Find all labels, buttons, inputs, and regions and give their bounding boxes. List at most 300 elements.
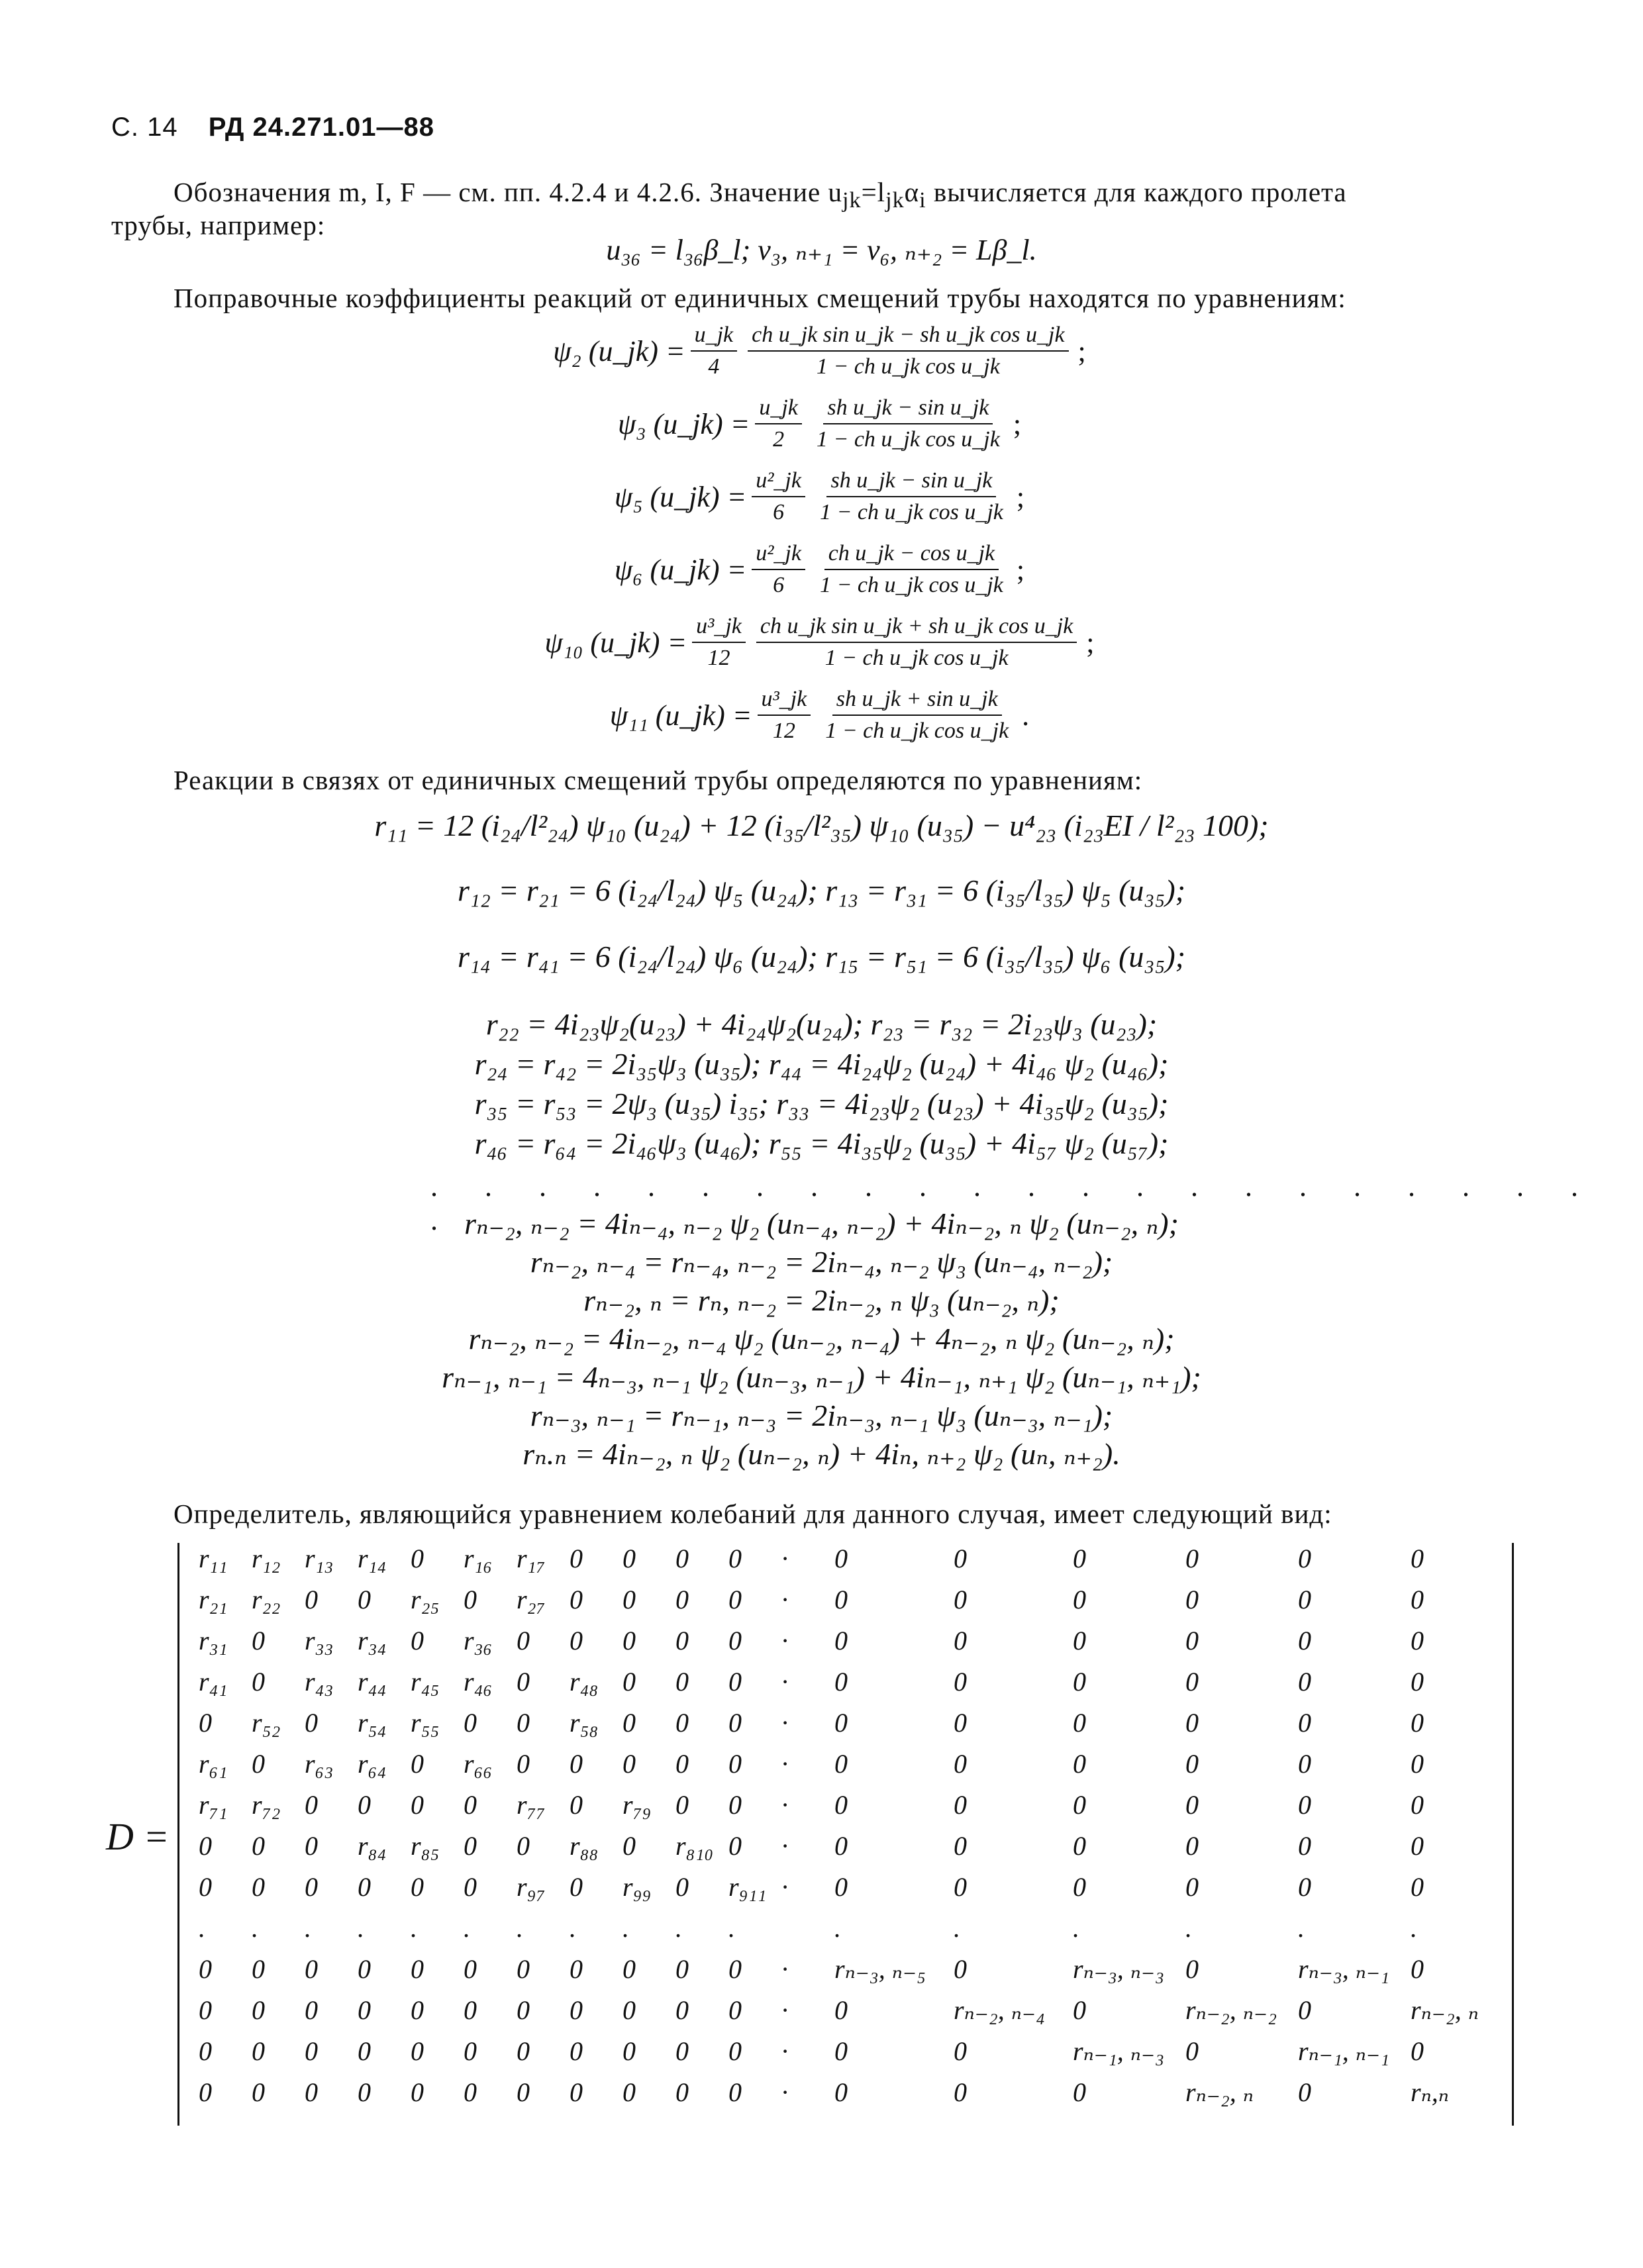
matrix-cell: 0 (1185, 1708, 1199, 1738)
matrix-cell: · (781, 1749, 788, 1779)
matrix-cell: 0 (358, 2077, 371, 2107)
fraction-numerator: sh u_jk − sin u_jk (826, 467, 996, 497)
fraction-denominator: 6 (773, 573, 785, 597)
matrix-row (199, 1995, 1510, 2036)
determinant-left-bar (177, 1543, 179, 2126)
formula-lhs: ψ₁₀ (u_jk) = (544, 626, 687, 659)
matrix-cell: 0 (1411, 1626, 1424, 1655)
matrix-cell: 0 (464, 1995, 477, 2025)
fraction-numerator: ch u_jk sin u_jk + sh u_jk cos u_jk (756, 613, 1077, 643)
formula-end: ; (1016, 480, 1025, 513)
matrix-cell: 0 (411, 1626, 424, 1655)
matrix-cell: 0 (1298, 1544, 1311, 1573)
matrix-cell: 0 (411, 1995, 424, 2025)
matrix-cell: · (781, 1831, 788, 1861)
general-reaction-equation: rₙ₋₂, ₙ₋₂ = 4iₙ₋₄, ₙ₋₂ ψ₂ (uₙ₋₄, ₙ₋₂) + 4iₙ₋₂, ₙ ψ₂ (uₙ₋₂, ₙ); (464, 1207, 1179, 1240)
matrix-cell: 0 (622, 1544, 636, 1573)
matrix-cell: 0 (358, 2036, 371, 2066)
matrix-cell: 0 (199, 1831, 212, 1861)
matrix-cell: r₃₃ (305, 1626, 334, 1655)
matrix-cell: 0 (1073, 1585, 1086, 1614)
matrix-cell: r₃₄ (358, 1626, 387, 1655)
matrix-cell: 0 (1185, 1749, 1199, 1779)
matrix-cell: 0 (622, 1585, 636, 1614)
formula-end: ; (1013, 407, 1022, 440)
matrix-cell: 0 (517, 1749, 530, 1779)
matrix-cell: . (1411, 1913, 1417, 1943)
matrix-cell: r₉₁₁ (728, 1872, 767, 1902)
matrix-cell: . (358, 1913, 364, 1943)
matrix-cell: · (781, 1708, 788, 1738)
matrix-cell: 0 (199, 1954, 212, 1984)
matrix-cell: 0 (411, 2036, 424, 2066)
matrix-cell: r₈₅ (411, 1831, 440, 1861)
matrix-row (199, 1707, 1510, 1748)
matrix-cell: 0 (622, 2036, 636, 2066)
formula-lhs: ψ₁₁ (u_jk) = (609, 699, 752, 732)
matrix-cell: r₄₈ (570, 1667, 599, 1697)
general-reaction-equation: rₙ₋₂, ₙ₋₂ = 4iₙ₋₂, ₙ₋₄ ψ₂ (uₙ₋₂, ₙ₋₄) + 4ₙ₋₂, ₙ ψ₂ (uₙ₋₂, ₙ); (468, 1322, 1175, 1356)
coeff-formula (0, 609, 1643, 675)
matrix-cell: . (1073, 1913, 1079, 1943)
matrix-cell: r₇₇ (517, 1790, 546, 1820)
fraction-denominator: 12 (707, 646, 730, 670)
matrix-cell: 0 (252, 1831, 265, 1861)
matrix-cell: 0 (305, 1872, 318, 1902)
matrix-cell: r₁₂ (252, 1544, 281, 1573)
matrix-cell: 0 (570, 2077, 583, 2107)
matrix-cell: · (781, 1954, 788, 1984)
matrix-cell: 0 (1411, 1790, 1424, 1820)
fraction-denominator: 2 (773, 427, 785, 452)
matrix-cell: 0 (1073, 1667, 1086, 1697)
matrix-cell: 0 (1073, 1831, 1086, 1861)
matrix-cell: 0 (675, 1995, 689, 2025)
matrix-cell: rₙ₋₁, ₙ₋₁ (1298, 2036, 1390, 2066)
matrix-cell: 0 (411, 1954, 424, 1984)
matrix-row (199, 2036, 1510, 2077)
matrix-cell: . (570, 1913, 576, 1943)
matrix-cell: . (622, 1913, 629, 1943)
fraction-numerator: ch u_jk − cos u_jk (824, 540, 999, 570)
fraction-denominator: 12 (772, 718, 795, 743)
matrix-cell: 0 (570, 1790, 583, 1820)
matrix-cell: 0 (570, 2036, 583, 2066)
matrix-cell: 0 (199, 1708, 212, 1738)
matrix-cell: . (517, 1913, 523, 1943)
matrix-cell: . (954, 1913, 960, 1943)
matrix-cell: 0 (675, 2077, 689, 2107)
matrix-cell: r₅₈ (570, 1708, 599, 1738)
matrix-cell: 0 (834, 2036, 848, 2066)
matrix-cell: . (305, 1913, 311, 1943)
matrix-cell: . (834, 1913, 841, 1943)
matrix-cell: 0 (252, 1954, 265, 1984)
reactions-intro: Реакции в связях от единичных смещений трубы определяются по уравнениям: (174, 765, 1143, 795)
matrix-cell: 0 (305, 1585, 318, 1614)
matrix-cell: 0 (1298, 1708, 1311, 1738)
matrix-cell: 0 (517, 1831, 530, 1861)
coefficient-fraction (692, 613, 746, 672)
main-fraction (816, 467, 1007, 526)
matrix-row (199, 1912, 1510, 1953)
matrix-cell: 0 (1411, 1749, 1424, 1779)
matrix-cell: r₆₁ (199, 1749, 228, 1779)
matrix-cell: 0 (675, 1954, 689, 1984)
matrix-cell: 0 (622, 1708, 636, 1738)
matrix-cell: · (781, 1872, 788, 1902)
matrix-row (199, 1871, 1510, 1912)
matrix-cell: 0 (675, 1872, 689, 1902)
matrix-cell: r₂₇ (517, 1585, 546, 1614)
matrix-cell: 0 (1185, 1831, 1199, 1861)
matrix-cell: 0 (464, 1872, 477, 1902)
matrix-cell: rₙ₋₃, ₙ₋₃ (1073, 1954, 1165, 1984)
matrix-cell: 0 (1185, 2036, 1199, 2066)
page-number: С. 14 (111, 113, 178, 142)
matrix-cell: 0 (1411, 1872, 1424, 1902)
matrix-cell: 0 (305, 1954, 318, 1984)
matrix-cell: r₅₅ (411, 1708, 440, 1738)
fraction-numerator: u²_jk (752, 540, 805, 570)
formula-lhs: ψ₃ (u_jk) = (617, 407, 750, 440)
matrix-cell: . (464, 1913, 470, 1943)
matrix-cell: 0 (622, 2077, 636, 2107)
matrix-cell: 0 (1411, 2036, 1424, 2066)
general-reaction-equation: rₙ.ₙ = 4iₙ₋₂, ₙ ψ₂ (uₙ₋₂, ₙ) + 4iₙ, ₙ₊₂ ψ₂ (uₙ, ₙ₊₂). (523, 1437, 1120, 1471)
matrix-cell: 0 (834, 1667, 848, 1697)
matrix-cell: r₆₆ (464, 1749, 493, 1779)
matrix-cell: r₆₃ (305, 1749, 334, 1779)
fraction-denominator: 1 − ch u_jk cos u_jk (819, 500, 1003, 524)
matrix-cell: 0 (954, 1954, 967, 1984)
matrix-cell: rₙ₋₁, ₙ₋₃ (1073, 2036, 1165, 2066)
matrix-cell: 0 (1298, 1667, 1311, 1697)
intro-paragraph (174, 173, 1538, 219)
matrix-cell: 0 (1411, 1544, 1424, 1573)
general-reaction-equation: rₙ₋₂, ₙ₋₄ = rₙ₋₄, ₙ₋₂ = 2iₙ₋₄, ₙ₋₂ ψ₃ (uₙ₋₄, ₙ₋₂); (530, 1245, 1113, 1279)
general-reaction-equation: rₙ₋₃, ₙ₋₁ = rₙ₋₁, ₙ₋₃ = 2iₙ₋₃, ₙ₋₁ ψ₃ (uₙ₋₃, ₙ₋₁); (530, 1399, 1113, 1432)
matrix-cell: 0 (464, 2036, 477, 2066)
matrix-cell: · (781, 1544, 788, 1573)
matrix-cell: 0 (252, 1872, 265, 1902)
matrix-cell: 0 (954, 1544, 967, 1573)
matrix-cell: 0 (1073, 1708, 1086, 1738)
matrix-cell: r₄₁ (199, 1667, 228, 1697)
matrix-cell: 0 (954, 1667, 967, 1697)
matrix-cell: 0 (517, 1626, 530, 1655)
matrix-cell: r₆₄ (358, 1749, 387, 1779)
matrix-cell: 0 (305, 1708, 318, 1738)
matrix-cell: 0 (411, 2077, 424, 2107)
matrix-cell: r₉₇ (517, 1872, 546, 1902)
matrix-row (199, 1625, 1510, 1666)
matrix-cell: 0 (675, 1749, 689, 1779)
matrix-cell: 0 (1073, 1995, 1086, 2025)
matrix-cell: 0 (199, 2077, 212, 2107)
matrix-cell: r₉₉ (622, 1872, 652, 1902)
matrix-cell: 0 (252, 1749, 265, 1779)
coefficient-fraction (758, 685, 811, 745)
matrix-cell: r₂₅ (411, 1585, 440, 1614)
matrix-cell: 0 (1411, 1708, 1424, 1738)
matrix-cell: 0 (517, 1995, 530, 2025)
matrix-cell: 0 (834, 1626, 848, 1655)
main-fraction (756, 613, 1077, 672)
matrix-cell: r₇₂ (252, 1790, 281, 1820)
coeff-formula (0, 536, 1643, 603)
matrix-cell: 0 (1298, 1585, 1311, 1614)
reaction-equation: r₄₆ = r₆₄ = 2i₄₆ψ₃ (u₄₆); r₅₅ = 4i₃₅ψ₂ (u₃₅) + 4i₅₇ ψ₂ (u₅₇); (474, 1126, 1169, 1160)
matrix-cell: 0 (1185, 1790, 1199, 1820)
matrix-cell: · (781, 1585, 788, 1614)
fraction-denominator: 1 − ch u_jk cos u_jk (816, 354, 1000, 379)
formula-lhs: ψ₆ (u_jk) = (614, 553, 747, 586)
matrix-cell: 0 (675, 1667, 689, 1697)
matrix-cell: 0 (358, 1995, 371, 2025)
matrix-cell: 0 (728, 1585, 742, 1614)
matrix-row (199, 1584, 1510, 1625)
matrix-cell: 0 (1073, 1872, 1086, 1902)
matrix-cell: 0 (464, 1708, 477, 1738)
matrix-cell: 0 (622, 1995, 636, 2025)
reaction-equation: r₂₂ = 4i₂₃ψ₂(u₂₃) + 4i₂₄ψ₂(u₂₄); r₂₃ = r₃₂ = 2i₂₃ψ₃ (u₂₃); (485, 1007, 1158, 1041)
matrix-cell: rₙ₋₂, ₙ (1411, 1995, 1479, 2025)
matrix-cell: 0 (728, 1626, 742, 1655)
matrix-cell: 0 (1185, 1585, 1199, 1614)
matrix-cell: 0 (1411, 1954, 1424, 1984)
fraction-denominator: 4 (708, 354, 720, 379)
matrix-cell: 0 (464, 1585, 477, 1614)
matrix-cell: 0 (1185, 1954, 1199, 1984)
matrix-cell: r₂₂ (252, 1585, 281, 1614)
matrix-cell: rₙ₋₂, ₙ (1185, 2077, 1254, 2107)
matrix-cell: 0 (199, 1872, 212, 1902)
matrix-cell: rₙ₋₃, ₙ₋₁ (1298, 1954, 1390, 1984)
matrix-cell: r₂₁ (199, 1585, 228, 1614)
matrix-cell: 0 (954, 1626, 967, 1655)
matrix-cell: 0 (675, 1585, 689, 1614)
matrix-cell: 0 (199, 2036, 212, 2066)
matrix-row (199, 1543, 1510, 1584)
matrix-cell: r₃₁ (199, 1626, 228, 1655)
matrix-cell: rₙ,ₙ (1411, 2077, 1449, 2107)
matrix-row (199, 1953, 1510, 1995)
matrix-cell: rₙ₋₂, ₙ₋₂ (1185, 1995, 1277, 2025)
fraction-numerator: sh u_jk + sin u_jk (832, 685, 1002, 716)
matrix-cell: 0 (305, 2077, 318, 2107)
matrix-cell: 0 (358, 1790, 371, 1820)
matrix-row (199, 1830, 1510, 1871)
matrix-cell: 0 (305, 2036, 318, 2066)
reaction-equation: r₁₁ = 12 (i₂₄/l²₂₄) ψ₁₀ (u₂₄) + 12 (i₃₅/l²₃₅) ψ₁₀ (u₃₅) − u⁴₂₃ (i₂₃EI / l²₂₃ 100); (374, 809, 1269, 842)
matrix-cell: 0 (675, 1708, 689, 1738)
matrix-cell: r₅₄ (358, 1708, 387, 1738)
matrix-cell: · (781, 1790, 788, 1820)
matrix-row (199, 2077, 1510, 2118)
fraction-numerator: ch u_jk sin u_jk − sh u_jk cos u_jk (748, 321, 1068, 352)
matrix-cell: . (675, 1913, 682, 1943)
matrix-cell: . (1298, 1913, 1305, 1943)
matrix-cell: 0 (411, 1872, 424, 1902)
matrix-cell: r₇₁ (199, 1790, 228, 1820)
matrix-cell: 0 (1185, 1667, 1199, 1697)
matrix-cell: 0 (1298, 2077, 1311, 2107)
determinant-intro: Определитель, являющийся уравнением колебаний для данного случая, имеет следующий вид: (174, 1499, 1332, 1529)
matrix-cell: 0 (728, 1544, 742, 1573)
matrix-cell: r₁₁ (199, 1544, 228, 1573)
matrix-cell: 0 (1411, 1831, 1424, 1861)
page-header (111, 113, 457, 142)
matrix-cell: 0 (622, 1954, 636, 1984)
coeff-intro: Поправочные коэффициенты реакций от единичных смещений трубы находятся по уравнениям: (174, 283, 1346, 313)
matrix-cell: 0 (464, 1790, 477, 1820)
matrix-cell: 0 (517, 1708, 530, 1738)
main-fraction (748, 321, 1068, 381)
matrix-cell: 0 (728, 2077, 742, 2107)
matrix-cell: 0 (675, 1544, 689, 1573)
matrix-cell: 0 (464, 1954, 477, 1984)
matrix-cell: r₇₉ (622, 1790, 652, 1820)
matrix-cell: 0 (622, 1749, 636, 1779)
matrix-cell: 0 (1073, 1626, 1086, 1655)
fraction-denominator: 1 − ch u_jk cos u_jk (825, 718, 1009, 743)
matrix-cell: 0 (954, 1708, 967, 1738)
matrix-cell: 0 (1298, 1790, 1311, 1820)
matrix-cell: 0 (252, 2036, 265, 2066)
general-reaction-equation: rₙ₋₁, ₙ₋₁ = 4ₙ₋₃, ₙ₋₁ ψ₂ (uₙ₋₃, ₙ₋₁) + 4iₙ₋₁, ₙ₊₁ ψ₂ (uₙ₋₁, ₙ₊₁); (442, 1360, 1201, 1394)
matrix-cell: 0 (570, 1544, 583, 1573)
fraction-numerator: sh u_jk − sin u_jk (823, 394, 993, 424)
matrix-cell: r₃₆ (464, 1626, 493, 1655)
matrix-cell: rₙ₋₃, ₙ₋₅ (834, 1954, 926, 1984)
main-fraction (813, 394, 1004, 454)
matrix-cell: 0 (954, 1790, 967, 1820)
matrix-cell: r₈₈ (570, 1831, 599, 1861)
matrix-cell: 0 (1185, 1626, 1199, 1655)
matrix-cell: 0 (252, 1667, 265, 1697)
matrix-cell: 0 (411, 1790, 424, 1820)
matrix-cell: 0 (728, 2036, 742, 2066)
matrix-cell: r₈₄ (358, 1831, 387, 1861)
matrix-cell: . (1185, 1913, 1192, 1943)
matrix-cell: . (252, 1913, 258, 1943)
coeff-formula (0, 391, 1643, 457)
matrix-cell: 0 (834, 1872, 848, 1902)
matrix-cell: 0 (570, 1585, 583, 1614)
main-fraction (816, 540, 1007, 599)
coefficient-fraction (752, 540, 805, 599)
matrix-cell: r₄₄ (358, 1667, 387, 1697)
matrix-cell: 0 (954, 1831, 967, 1861)
matrix-cell: · (781, 1995, 788, 2025)
matrix-cell: 0 (305, 1790, 318, 1820)
matrix-cell: 0 (728, 1708, 742, 1738)
matrix-cell: 0 (834, 2077, 848, 2107)
main-fraction (821, 685, 1013, 745)
matrix-cell: 0 (1411, 1667, 1424, 1697)
matrix-cell: . (728, 1913, 735, 1943)
matrix-cell: 0 (1073, 2077, 1086, 2107)
matrix-cell: 0 (252, 1626, 265, 1655)
matrix-cell: · (781, 1626, 788, 1655)
matrix-cell: 0 (411, 1544, 424, 1573)
general-reaction-equation: rₙ₋₂, ₙ = rₙ, ₙ₋₂ = 2iₙ₋₂, ₙ ψ₃ (uₙ₋₂, ₙ); (583, 1283, 1060, 1317)
matrix-cell: r₄₃ (305, 1667, 334, 1697)
formula-end: ; (1077, 334, 1086, 368)
intro-line-1: Обозначения m, I, F — см. пп. 4.2.4 и 4.2.6. Значение $u_{jk}=l_{jk}\alpha_i$ вычисляется для каждого пролета (174, 177, 1347, 213)
matrix-cell: 0 (464, 1831, 477, 1861)
matrix-cell: 0 (1298, 1749, 1311, 1779)
matrix-cell: 0 (728, 1954, 742, 1984)
matrix-cell: r₄₅ (411, 1667, 440, 1697)
matrix-cell: 0 (1298, 1872, 1311, 1902)
matrix-cell: 0 (1298, 1831, 1311, 1861)
fraction-numerator: u_jk (691, 321, 738, 352)
matrix-cell: 0 (728, 1995, 742, 2025)
matrix-cell: 0 (358, 1585, 371, 1614)
matrix-cell: 0 (834, 1995, 848, 2025)
document-code: РД 24.271.01—88 (208, 113, 434, 142)
matrix-cell: 0 (622, 1667, 636, 1697)
matrix-cell: 0 (954, 1872, 967, 1902)
intro-line-2: трубы, например: (111, 210, 326, 240)
matrix-cell: 0 (570, 1995, 583, 2025)
matrix-cell: 0 (834, 1749, 848, 1779)
matrix-cell: 0 (570, 1626, 583, 1655)
fraction-numerator: u³_jk (692, 613, 746, 643)
coefficient-fraction (752, 467, 805, 526)
matrix-cell: r₁₆ (464, 1544, 493, 1573)
determinant-label: D = (106, 1815, 170, 1858)
matrix-cell: 0 (1185, 1872, 1199, 1902)
matrix-cell: 0 (252, 1995, 265, 2025)
matrix-cell: r₄₆ (464, 1667, 493, 1697)
matrix-cell: . (411, 1913, 417, 1943)
matrix-cell: 0 (517, 2036, 530, 2066)
matrix-cell: 0 (834, 1831, 848, 1861)
matrix-cell: 0 (728, 1831, 742, 1861)
matrix-cell: r₈₁₀ (675, 1831, 714, 1861)
matrix-cell: 0 (834, 1790, 848, 1820)
matrix-cell: 0 (252, 2077, 265, 2107)
matrix-cell: 0 (305, 1995, 318, 2025)
matrix-cell: 0 (728, 1749, 742, 1779)
coeff-formula (0, 682, 1643, 748)
matrix-row (199, 1666, 1510, 1707)
matrix-cell: 0 (954, 2036, 967, 2066)
formula-lhs: ψ₅ (u_jk) = (614, 480, 747, 513)
matrix-cell: rₙ₋₂, ₙ₋₄ (954, 1995, 1046, 2025)
formula-end: ; (1016, 553, 1025, 586)
matrix-cell: 0 (1073, 1790, 1086, 1820)
coeff-formula (0, 318, 1643, 384)
matrix-cell: 0 (517, 1667, 530, 1697)
matrix-cell: 0 (1073, 1749, 1086, 1779)
matrix-cell: 0 (570, 1872, 583, 1902)
matrix-cell: 0 (570, 1749, 583, 1779)
matrix-cell: 0 (834, 1585, 848, 1614)
matrix-cell: r₁₇ (517, 1544, 546, 1573)
coefficient-fraction (755, 394, 802, 454)
matrix-cell: 0 (570, 1954, 583, 1984)
formula-end: ; (1086, 626, 1095, 659)
matrix-cell: 0 (728, 1790, 742, 1820)
matrix-cell: 0 (954, 1585, 967, 1614)
matrix-cell: 0 (1298, 1995, 1311, 2025)
matrix-cell: 0 (728, 1667, 742, 1697)
matrix-cell: 0 (464, 2077, 477, 2107)
